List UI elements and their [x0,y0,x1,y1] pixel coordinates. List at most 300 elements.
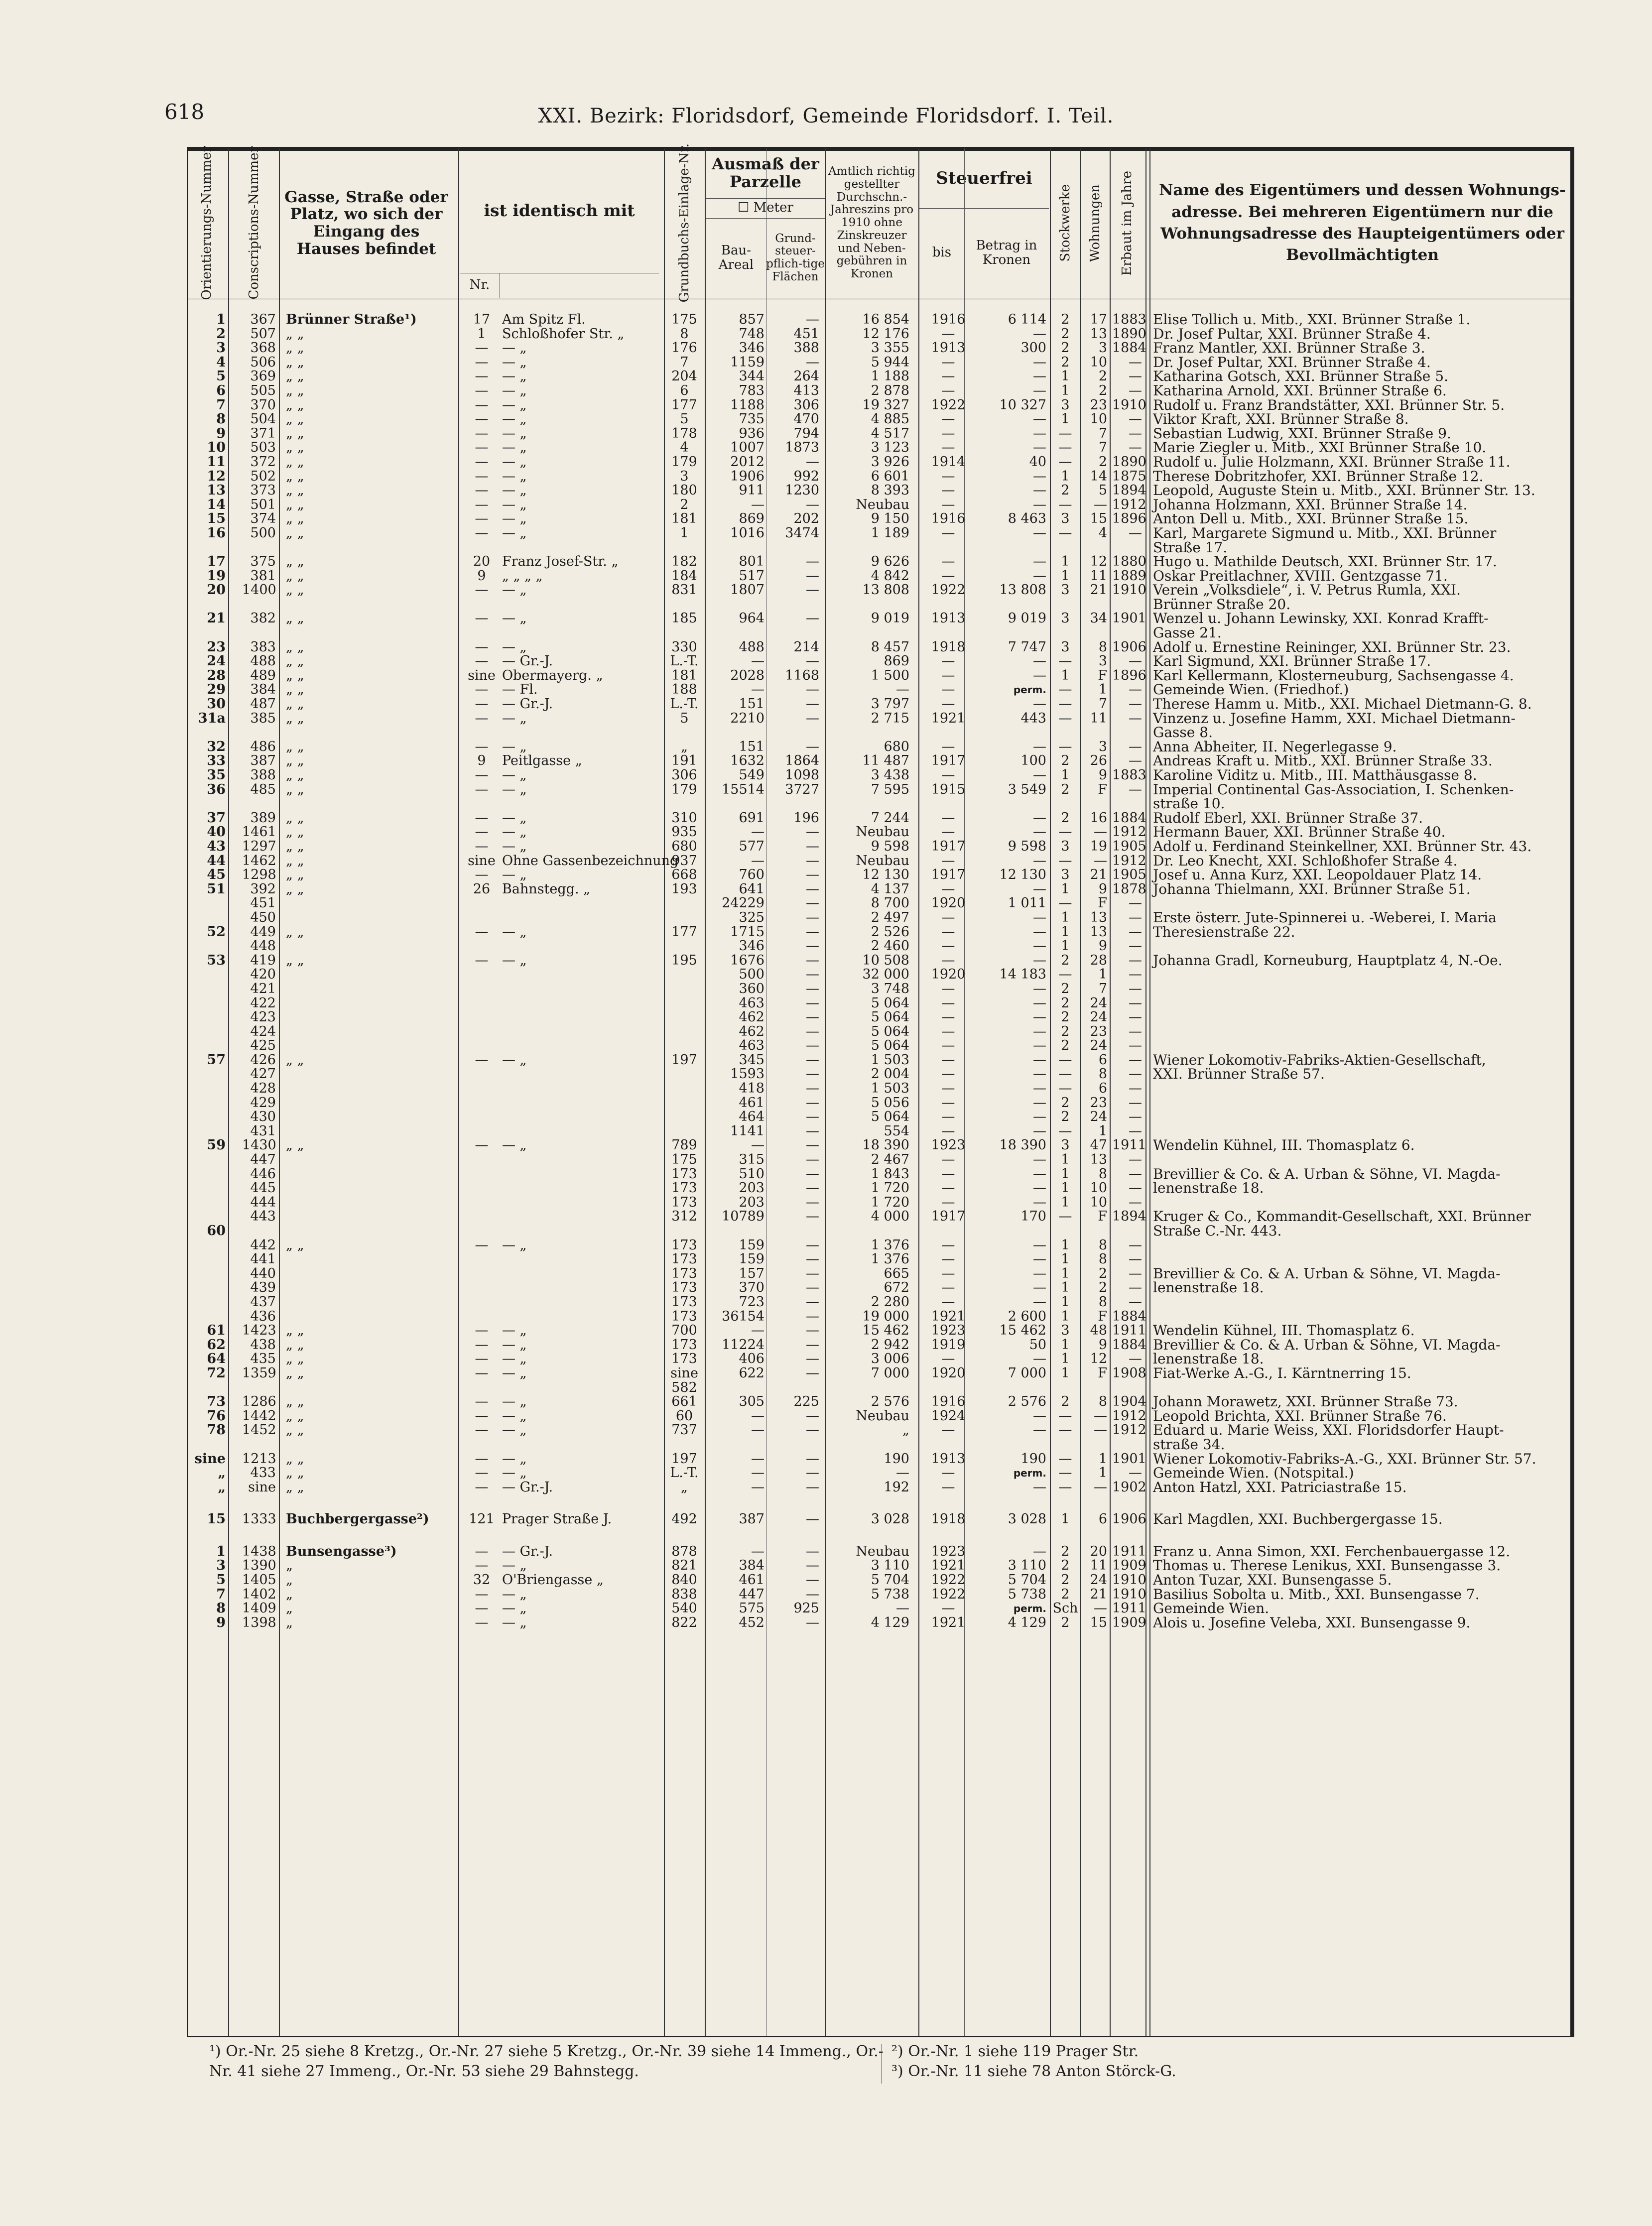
orientation-nr-cell: 14 [207,496,226,512]
identical-nr-cell: — [475,1601,489,1616]
tax-free-until-cell: 1915 [931,781,966,797]
col-header-bis: bis [932,245,952,260]
identical-with-cell: — „ [502,952,527,968]
tax-free-until-cell: 1921 [931,1614,966,1630]
built-year-cell: 1889 [1112,568,1146,584]
table-row [188,370,1573,384]
built-year-cell: — [1129,1280,1142,1296]
orientation-nr-cell: 13 [207,483,226,498]
taxable-area-cell: — [806,1209,819,1225]
taxable-area-cell: — [806,1194,819,1210]
tax-free-until-cell: — [941,1023,955,1039]
table-row [188,427,1573,441]
tax-free-until-cell: — [941,1280,955,1296]
tax-free-until-cell: — [941,411,955,427]
apartments-cell: 24 [1090,1038,1107,1054]
tax-free-until-cell: — [941,496,955,512]
table-row [188,1010,1573,1025]
annual-rent-cell: 5 064 [871,1038,909,1054]
tax-free-amount-cell: — [1033,739,1046,754]
table-row [188,882,1573,897]
conscription-nr-cell: 428 [250,1081,276,1097]
taxable-area-cell: — [806,1572,819,1588]
storeys-cell: 1 [1061,1251,1070,1267]
storeys-cell: 1 [1061,1351,1070,1367]
identical-with-cell: — „ [502,354,527,370]
taxable-area-cell: — [806,1543,819,1559]
street-cell: „ [286,1572,293,1588]
built-year-cell: 1878 [1112,881,1146,897]
land-register-nr-cell: 173 [671,1294,697,1310]
street-cell: „ „ [286,1394,304,1410]
storeys-cell: — [1058,496,1072,512]
street-cell: „ „ [286,1351,304,1367]
tax-free-amount-cell: — [1033,1265,1046,1281]
tax-free-amount-cell: 190 [1020,1451,1046,1467]
table-row [188,1039,1573,1053]
building-area-cell: 1188 [730,397,764,413]
table-row [188,1281,1573,1295]
conscription-nr-cell: 442 [250,1237,276,1253]
built-year-cell: — [1129,653,1142,669]
storeys-cell: — [1058,1451,1072,1467]
land-register-nr-cell: 204 [671,369,697,384]
annual-rent-cell: 12 130 [862,867,909,883]
identical-with-cell: — „ [502,1601,527,1616]
orientation-nr-cell: 40 [207,824,226,840]
land-register-nr-cell: L.-T. [670,696,699,712]
annual-rent-cell: 5 064 [871,1109,909,1125]
storeys-cell: 2 [1061,326,1070,342]
table-row [188,1395,1573,1409]
built-year-cell: 1912 [1112,1422,1146,1438]
building-area-cell: 447 [739,1586,764,1602]
owner-cell: Wendelin Kühnel, III. Thomasplatz 6. [1153,1137,1415,1154]
conscription-nr-cell: 431 [250,1123,276,1139]
owner-cell: Wiener Lokomotiv-Fabriks-A.-G., XXI. Brünner Str. 57. [1153,1450,1536,1467]
annual-rent-cell: 1 503 [871,1052,909,1068]
apartments-cell: — [1094,1422,1107,1438]
identical-nr-cell: — [475,1614,489,1630]
street-cell: „ „ [286,781,304,797]
taxable-area-cell: 925 [793,1601,819,1616]
tax-free-amount-cell: 2 576 [1008,1394,1046,1410]
storeys-cell: 2 [1061,753,1070,769]
identical-nr-cell: — [475,696,489,712]
tax-free-until-cell: — [941,667,955,683]
built-year-cell: — [1129,1180,1142,1196]
storeys-cell: — [1058,1465,1072,1481]
annual-rent-cell: 6 601 [871,468,909,484]
owner-cell: Rudolf u. Franz Brandstätter, XXI. Brünner Str. 5. [1153,396,1505,413]
apartments-cell: 11 [1090,710,1107,726]
table-row [188,1025,1573,1039]
tax-free-amount-cell: — [1033,1052,1046,1068]
building-area-cell: 500 [739,967,764,983]
land-register-nr-cell: 173 [671,1237,697,1253]
owner-cell: Sebastian Ludwig, XXI. Brünner Straße 9. [1153,425,1451,442]
tax-free-amount-cell: 3 110 [1008,1558,1046,1574]
identical-nr-cell: — [475,369,489,384]
identical-with-cell: Prager Straße J. [502,1511,612,1527]
col-header-erbaut: Erbaut im Jahre [1120,170,1135,276]
table-row [188,1295,1573,1310]
owner-cell: Anton Tuzar, XXI. Bunsengasse 5. [1153,1572,1392,1589]
land-register-nr-cell: 60 [675,1408,693,1424]
taxable-area-cell: — [806,1365,819,1381]
tax-free-until-cell: — [941,810,955,826]
storeys-cell: 1 [1061,411,1070,427]
tax-free-amount-cell: — [1033,810,1046,826]
tax-free-amount-cell: 14 183 [999,967,1046,983]
building-area-cell: 2012 [730,454,764,470]
identical-nr-cell: — [475,411,489,427]
taxable-area-cell: — [806,454,819,470]
tax-free-amount-cell: — [1033,1237,1046,1253]
identical-nr-cell: 32 [473,1572,491,1588]
land-register-nr-cell: L.-T. [670,1465,699,1481]
annual-rent-cell: 4 842 [871,568,909,584]
storeys-cell: — [1058,1066,1072,1082]
tax-free-until-cell: — [941,468,955,484]
tax-free-amount-cell: — [1033,382,1046,398]
annual-rent-cell: 3 748 [871,981,909,996]
storeys-cell: — [1058,824,1072,840]
tax-free-until-cell: 1919 [931,1337,966,1353]
owner-cell: Leopold Brichta, XXI. Brünner Straße 76. [1153,1407,1447,1424]
storeys-cell: — [1058,710,1072,726]
storeys-cell: — [1058,1052,1072,1068]
street-cell: „ [286,1614,293,1630]
tax-free-until-cell: — [941,568,955,584]
conscription-nr-cell: 370 [250,397,276,413]
taxable-area-cell: — [806,1351,819,1367]
tax-free-amount-cell: — [1033,440,1046,456]
storeys-cell: 1 [1061,1308,1070,1324]
tax-free-until-cell: 1916 [931,312,966,327]
identical-nr-cell: — [475,1365,489,1381]
conscription-nr-cell: 420 [250,967,276,983]
tax-free-amount-cell: 50 [1029,1337,1046,1353]
taxable-area-cell: — [806,1123,819,1139]
tax-free-until-cell: — [941,995,955,1011]
conscription-nr-cell: 447 [250,1152,276,1168]
orientation-nr-cell: 64 [207,1351,226,1367]
taxable-area-cell: — [806,867,819,883]
tax-free-until-cell: — [941,369,955,384]
tax-free-amount-cell: — [1033,411,1046,427]
built-year-cell: 1910 [1112,1572,1146,1588]
storeys-cell: 2 [1061,1023,1070,1039]
built-year-cell: 1884 [1112,1337,1146,1353]
identical-nr-cell: — [475,511,489,527]
tax-free-amount-cell: 300 [1020,340,1046,356]
conscription-nr-cell: 1430 [242,1137,276,1153]
conscription-nr-cell: 440 [250,1265,276,1281]
apartments-cell: 24 [1090,1109,1107,1125]
built-year-cell: — [1129,1152,1142,1168]
conscription-nr-cell: 1359 [242,1365,276,1381]
conscription-nr-cell: 429 [250,1095,276,1111]
tax-free-until-cell: 1920 [931,895,966,911]
building-area-cell: 1807 [730,582,764,598]
conscription-nr-cell: 388 [250,767,276,783]
tax-free-until-cell: 1917 [931,838,966,854]
built-year-cell: 1884 [1112,340,1146,356]
tax-free-until-cell: — [941,425,955,441]
tax-free-until-cell: 1913 [931,1451,966,1467]
built-year-cell: — [1129,1123,1142,1139]
street-cell: „ „ [286,853,304,868]
conscription-nr-cell: 504 [250,411,276,427]
tax-free-amount-cell: — [1033,425,1046,441]
street-cell: Buchbergergasse²) [286,1511,429,1527]
register-table [187,143,1574,2037]
footnote-3: ³) Or.-Nr. 11 siehe 78 Anton Störck-G. [891,2063,1176,2080]
storeys-cell: 1 [1061,568,1070,584]
building-area-cell: 748 [739,326,764,342]
land-register-nr-cell: 540 [671,1601,697,1616]
storeys-cell: 2 [1061,810,1070,826]
street-cell: „ „ [286,810,304,826]
table-row [188,939,1573,954]
tax-free-until-cell: — [941,1180,955,1196]
orientation-nr-cell: 9 [216,1614,226,1630]
annual-rent-cell: 19 000 [862,1308,909,1324]
built-year-cell: 1909 [1112,1558,1146,1574]
tax-free-amount-cell: 1 011 [1008,895,1046,911]
land-register-nr-cell: 700 [671,1323,697,1339]
conscription-nr-cell: 500 [250,525,276,541]
apartments-cell: F [1098,667,1107,683]
street-cell: „ „ [286,881,304,897]
annual-rent-cell: 13 808 [862,582,909,598]
tax-free-amount-cell: 9 019 [1008,611,1046,626]
apartments-cell: 6 [1098,1511,1107,1527]
identical-with-cell: — „ [502,781,527,797]
tax-free-until-cell: — [941,1465,955,1481]
built-year-cell: — [1129,525,1142,541]
built-year-cell: — [1129,739,1142,754]
orientation-nr-cell: 24 [207,653,226,669]
orientation-nr-cell: 20 [207,582,226,598]
conscription-nr-cell: 488 [250,653,276,669]
annual-rent-cell: Neubau [856,1543,909,1559]
land-register-nr-cell: 4 [680,440,689,456]
land-register-nr-cell: 831 [671,582,697,598]
owner-cell: Erste österr. Jute-Spinnerei u. -Weberei, I. Maria [1153,909,1497,926]
conscription-nr-cell: 1400 [242,582,276,598]
building-area-cell: 936 [739,425,764,441]
tax-free-amount-cell: 8 463 [1008,511,1046,527]
table-row [188,1559,1573,1573]
table-row [188,1138,1573,1153]
built-year-cell: — [1129,1038,1142,1054]
land-register-nr-cell: 185 [671,611,697,626]
tax-free-until-cell: 1922 [931,1572,966,1588]
storeys-cell: 3 [1061,511,1070,527]
identical-nr-cell: — [475,710,489,726]
land-register-nr-cell: 668 [671,867,697,883]
identical-with-cell: — „ [502,1351,527,1367]
apartments-cell: 13 [1090,326,1107,342]
table-row [188,541,1573,555]
street-cell: „ „ [286,696,304,712]
apartments-cell: 23 [1090,397,1107,413]
built-year-cell: — [1129,967,1142,983]
conscription-nr-cell: 486 [250,739,276,754]
annual-rent-cell: — [896,682,909,698]
conscription-nr-cell: 425 [250,1038,276,1054]
annual-rent-cell: 3 355 [871,340,909,356]
land-register-nr-cell: 173 [671,1180,697,1196]
conscription-nr-cell: 503 [250,440,276,456]
table-row [188,327,1573,342]
taxable-area-cell: — [806,1265,819,1281]
land-register-nr-cell: 179 [671,454,697,470]
storeys-cell: 1 [1061,881,1070,897]
conscription-nr-cell: 439 [250,1280,276,1296]
identical-nr-cell: — [475,454,489,470]
conscription-nr-cell: 501 [250,496,276,512]
conscription-nr-cell: 450 [250,909,276,925]
annual-rent-cell: 1 500 [871,667,909,683]
conscription-nr-cell: 374 [250,511,276,527]
tax-free-amount-cell: — [1033,1408,1046,1424]
conscription-nr-cell: 368 [250,340,276,356]
identical-with-cell: — „ [502,340,527,356]
taxable-area-cell: — [806,1323,819,1339]
orientation-nr-cell: 12 [207,468,226,484]
tax-free-until-cell: 1922 [931,582,966,598]
table-row [188,1096,1573,1111]
street-cell: „ „ [286,753,304,769]
identical-with-cell: Peitlgasse „ [502,753,582,769]
tax-free-amount-cell: — [1033,696,1046,712]
col-header-owner: Name des Eigentümers und dessen Wohnungs-adresse. Bei mehreren Eigentümern nur die Wohnungsadresse des Haupteigentümers oder Bevollmächtigten [1159,181,1566,264]
conscription-nr-cell: 436 [250,1308,276,1324]
tax-free-until-cell: — [941,1351,955,1367]
tax-free-amount-cell: 7 747 [1008,639,1046,655]
taxable-area-cell: — [806,1294,819,1310]
taxable-area-cell: 264 [793,369,819,384]
storeys-cell: 2 [1061,340,1070,356]
annual-rent-cell: 2 467 [871,1152,909,1168]
conscription-nr-cell: 383 [250,639,276,655]
built-year-cell: — [1129,995,1142,1011]
annual-rent-cell: 1 720 [871,1180,909,1196]
storeys-cell: 3 [1061,867,1070,883]
owner-cell: Theresienstraße 22. [1153,923,1295,940]
building-area-cell: 641 [739,881,764,897]
tax-free-amount-cell: 12 130 [999,867,1046,883]
tax-free-amount-cell: 6 114 [1008,312,1046,327]
identical-nr-cell: — [475,382,489,398]
apartments-cell: 20 [1090,1543,1107,1559]
table-row [188,1067,1573,1082]
annual-rent-cell: 2 878 [871,382,909,398]
building-area-cell: 463 [739,995,764,1011]
built-year-cell: — [1129,411,1142,427]
built-year-cell: 1912 [1112,824,1146,840]
identical-with-cell: Bahnstegg. „ [502,881,591,897]
tax-free-until-cell: — [941,1109,955,1125]
building-area-cell: — [751,1422,764,1438]
table-row [188,754,1573,768]
identical-with-cell: — „ [502,1323,527,1339]
land-register-nr-cell: 310 [671,810,697,826]
footnote-1: ¹) Or.-Nr. 25 siehe 8 Kretzg., Or.-Nr. 27 siehe 5 Kretzg., Or.-Nr. 39 siehe 14 Immeng., Or.-Nr. 41 siehe 27 Immeng., Or.-Nr. 53 siehe 29 Bahnstegg. [209,2043,884,2080]
identical-nr-cell: — [475,1543,489,1559]
taxable-area-cell: 1873 [785,440,819,456]
apartments-cell: 8 [1098,639,1107,655]
table-row [188,697,1573,712]
tax-free-amount-cell: 5 738 [1008,1586,1046,1602]
land-register-nr-cell: 173 [671,1251,697,1267]
tax-free-until-cell: — [941,326,955,342]
annual-rent-cell: 5 738 [871,1586,909,1602]
conscription-nr-cell: 441 [250,1251,276,1267]
apartments-cell: 6 [1098,1052,1107,1068]
apartments-cell: 7 [1098,425,1107,441]
tax-free-amount-cell: — [1033,1023,1046,1039]
tax-free-amount-cell: — [1033,924,1046,940]
identical-with-cell: — „ [502,1422,527,1438]
owner-cell: Straße 17. [1153,539,1228,556]
land-register-nr-cell: 177 [671,924,697,940]
taxable-area-cell: 214 [793,639,819,655]
taxable-area-cell: — [806,981,819,996]
conscription-nr-cell: 1462 [242,853,276,868]
table-row [188,498,1573,512]
street-cell: Bunsengasse³) [286,1543,397,1559]
taxable-area-cell: — [806,1337,819,1353]
annual-rent-cell: 192 [884,1479,909,1495]
table-row [188,526,1573,541]
table-row [188,412,1573,427]
tax-free-until-cell: — [941,1081,955,1097]
built-year-cell: 1910 [1112,1586,1146,1602]
taxable-area-cell: — [806,1237,819,1253]
owner-cell: Elise Tollich u. Mitb., XXI. Brünner Straße 1. [1153,311,1471,328]
orientation-nr-cell: 51 [207,881,226,897]
storeys-cell: — [1058,696,1072,712]
built-year-cell: — [1129,1009,1142,1025]
identical-nr-cell: — [475,1237,489,1253]
tax-free-until-cell: 1922 [931,397,966,413]
storeys-cell: 1 [1061,1294,1070,1310]
tax-free-until-cell: 1917 [931,867,966,883]
land-register-nr-cell: 173 [671,1337,697,1353]
table-row [188,1602,1573,1616]
building-area-cell: 1593 [730,1066,764,1082]
annual-rent-cell: 554 [884,1123,909,1139]
storeys-cell: — [1058,454,1072,470]
building-area-cell: 488 [739,639,764,655]
table-row [188,1481,1573,1495]
col-header-or-nr: Orientierungs-Nummer [199,146,214,300]
apartments-cell: 11 [1090,1558,1107,1574]
storeys-cell: 1 [1061,1237,1070,1253]
identical-nr-cell: — [475,1351,489,1367]
table-row [188,868,1573,882]
conscription-nr-cell: 392 [250,881,276,897]
storeys-cell: 2 [1061,1614,1070,1630]
land-register-nr-cell: 179 [671,781,697,797]
taxable-area-cell: — [806,1586,819,1602]
apartments-cell: F [1098,781,1107,797]
street-cell: „ „ [286,824,304,840]
